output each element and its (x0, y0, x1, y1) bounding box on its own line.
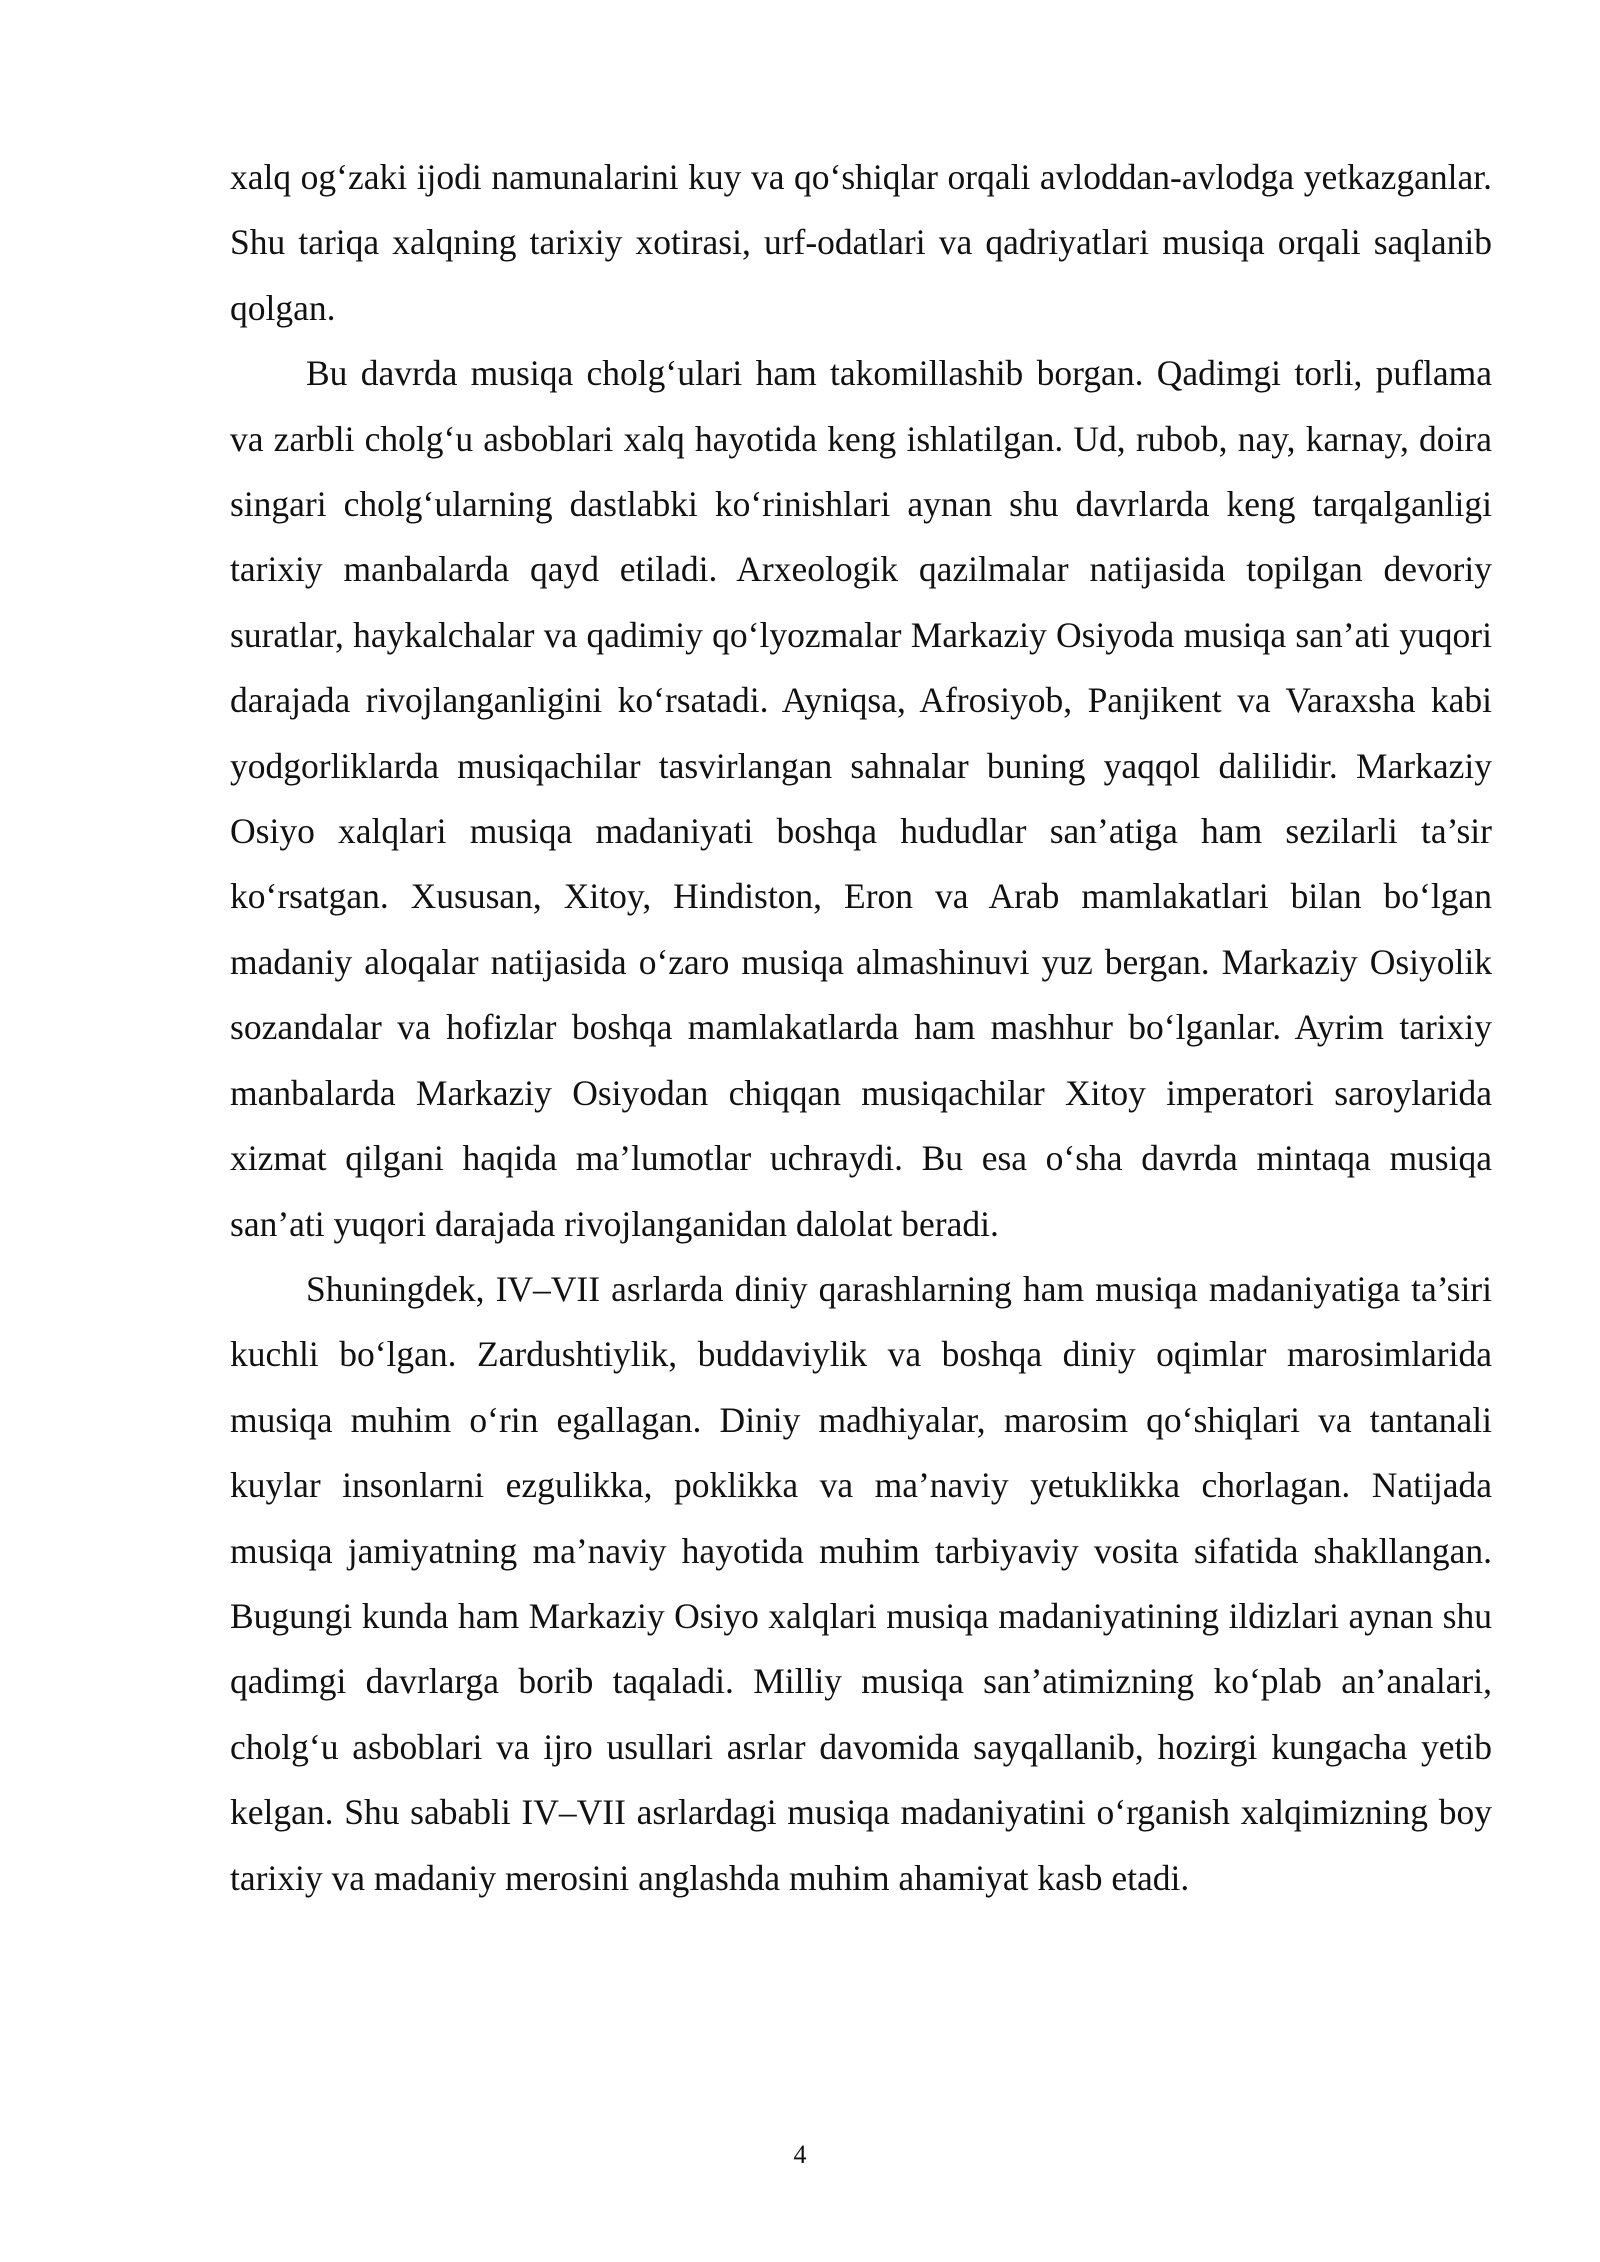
paragraph-continuation: xalq og‘zaki ijodi namunalarini kuy va qo‘shiqlar orqali avloddan-avlodga yetkazganlar. Shu tariqa xalqning tarixiy xotirasi, urf-odatlari va qadriyatlari musiqa orqali saqlanib qolgan. (230, 157, 1492, 328)
document-body (230, 145, 1492, 1911)
paragraph-music-instruments: Bu davrda musiqa cholg‘ulari ham takomillashib borgan. Qadimgi torli, puflama va zarbli cholg‘u asboblari xalq hayotida keng ishlatilgan. Ud, rubob, nay, karnay, doira singari cholg‘ularning dastlabki ko‘rinishlari aynan shu davrlarda keng tarqalganligi tarixiy manbalarda qayd etiladi. Arxeologik qazilmalar natijasida topilgan devoriy suratlar, haykalchalar va qadimiy qo‘lyozmalar Markaziy Osiyoda musiqa san’ati yuqori darajada rivojlanganligini ko‘rsatadi. Ayniqsa, Afrosiyob, Panjikent va Varaxsha kabi yodgorliklarda musiqachilar tasvirlangan sahnalar buning yaqqol dalilidir. Markaziy Osiyo xalqlari musiqa madaniyati boshqa hududlar san’atiga ham sezilarli ta’sir ko‘rsatgan. Xususan, Xitoy, Hindiston, Eron va Arab mamlakatlari bilan bo‘lgan madaniy aloqalar natijasida o‘zaro musiqa almashinuvi yuz bergan. Markaziy Osiyolik sozandalar va hofizlar boshqa mamlakatlarda ham mashhur bo‘lganlar. Ayrim tarixiy manbalarda Markaziy Osiyodan chiqqan musiqachilar Xitoy imperatori saroylarida xizmat qilgani haqida ma’lumotlar uchraydi. Bu esa o‘sha davrda mintaqa musiqa san’ati yuqori darajada rivojlanganidan dalolat beradi. (230, 353, 1492, 1244)
paragraph-religious-influence: Shuningdek, IV–VII asrlarda diniy qarashlarning ham musiqa madaniyatiga ta’siri kuchli bo‘lgan. Zardushtiylik, buddaviylik va boshqa diniy oqimlar marosimlarida musiqa muhim o‘rin egallagan. Diniy madhiyalar, marosim qo‘shiqlari va tantanali kuylar insonlarni ezgulikka, poklikka va ma’naviy yetuklikka chorlagan. Natijada musiqa jamiyatning ma’naviy hayotida muhim tarbiyaviy vosita sifatida shakllangan. Bugungi kunda ham Markaziy Osiyo xalqlari musiqa madaniyatining ildizlari aynan shu qadimgi davrlarga borib taqaladi. Milliy musiqa san’atimizning ko‘plab an’analari, cholg‘u asboblari va ijro usullari asrlar davomida sayqallanib, hozirgi kungacha yetib kelgan. Shu sababli IV–VII asrlardagi musiqa madaniyatini o‘rganish xalqimizning boy tarixiy va madaniy merosini anglashda muhim ahamiyat kasb etadi. (230, 1268, 1492, 1898)
page-number: 4 (793, 2140, 807, 2169)
